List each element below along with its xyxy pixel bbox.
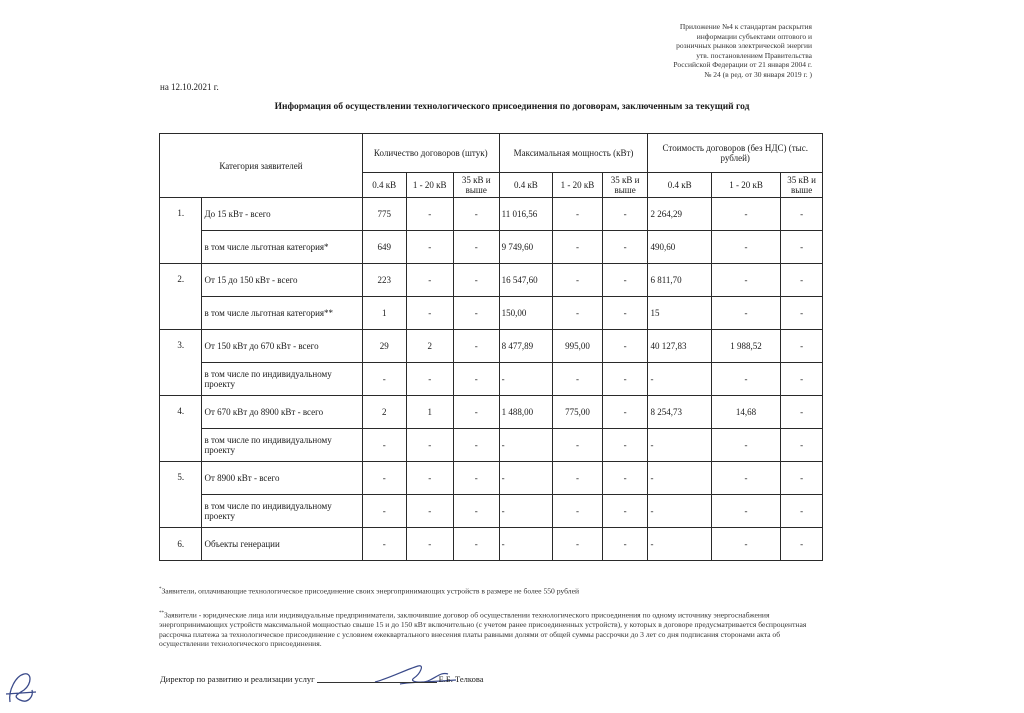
value-cell: - [781,495,823,528]
value-cell: 8 477,89 [499,330,553,363]
subcol-header: 1 - 20 кВ [553,173,603,198]
value-cell: - [406,528,453,561]
value-cell: 490,60 [648,231,711,264]
value-cell: - [602,396,648,429]
signer-name: Е.Б. Телкова [438,674,484,684]
table-row [160,330,823,363]
signature-line [317,682,437,683]
value-cell: 2 [362,396,406,429]
value-cell: - [602,462,648,495]
category-name: в том числе льготная категория* [202,231,362,264]
value-cell: - [553,462,603,495]
value-cell: - [781,198,823,231]
value-cell: - [602,429,648,462]
initials-mark [2,666,40,710]
appendix-line: № 24 (в ред. от 30 января 2019 г. ) [704,69,812,79]
value-cell: - [499,462,553,495]
value-cell: - [711,528,780,561]
subcol-header: 35 кВ и выше [602,173,648,198]
appendix-line: информации субъектами оптового и [696,31,812,41]
value-cell: - [499,528,553,561]
footnote-text: Заявители, оплачивающие технологическое присоединение своих энергопринимающих устройств в размере не более 550 рублей [161,586,580,596]
subcol-header: 0.4 кВ [499,173,553,198]
value-cell: - [453,264,499,297]
category-name: До 15 кВт - всего [202,198,362,231]
value-cell: - [553,363,603,396]
footnote-2 [159,609,809,649]
value-cell: - [711,264,780,297]
footnote-text: Заявители - юридические лица или индивидуальные предприниматели, заключившие договор об осуществлении технологического присоединения по одному источнику энергоснабжения энергопринимающих устройств максимальной мощностью свыше 15 и до 150 кВт включительно (с учетом ранее присоединенных устройств), у которых в договоре предусматривается беспроцентная рассрочка платежа за технологическое присоединение с условием ежеквартального внесения платы равными долями от общей суммы рассрочки до 3 лет со дня подписания сторонами акта об осуществлении технологического присоединения. [159,610,807,649]
row-number: 6. [160,528,202,561]
value-cell: 14,68 [711,396,780,429]
subcol-header: 1 - 20 кВ [711,173,780,198]
category-name: От 15 до 150 кВт - всего [202,264,362,297]
value-cell: - [648,495,711,528]
subcol-header: 1 - 20 кВ [406,173,453,198]
value-cell: - [711,429,780,462]
report-date: на 12.10.2021 г. [160,82,219,92]
value-cell: - [781,429,823,462]
category-name: От 150 кВт до 670 кВт - всего [202,330,362,363]
value-cell: - [602,495,648,528]
value-cell: - [553,429,603,462]
subcol-header: 35 кВ и выше [453,173,499,198]
value-cell: 40 127,83 [648,330,711,363]
value-cell: - [406,462,453,495]
value-cell: 1 [362,297,406,330]
value-cell: - [553,495,603,528]
value-cell: - [602,528,648,561]
value-cell: - [553,231,603,264]
value-cell: 1 [406,396,453,429]
value-cell: - [648,429,711,462]
value-cell: - [602,231,648,264]
table-row [160,297,823,330]
appendix-line: Приложение №4 к стандартам раскрытия [679,22,812,31]
document-title: Информация об осуществлении технологического присоединения по договорам, заключенным за текущий год [274,102,750,112]
footnote-1 [159,585,809,596]
value-cell: - [453,330,499,363]
table-row [160,198,823,231]
table-row [160,429,823,462]
value-cell: - [453,495,499,528]
value-cell: - [406,495,453,528]
appendix-line: утв. постановлением Правительства [696,50,812,60]
value-cell: - [602,330,648,363]
category-name: в том числе по индивидуальному проекту [202,429,362,462]
value-cell: - [406,198,453,231]
connection-table [159,133,823,561]
value-cell: 1 988,52 [711,330,780,363]
value-cell: - [781,462,823,495]
appendix-line: розничных рынков электрической энергии [676,41,812,51]
value-cell: - [648,462,711,495]
value-cell: - [453,528,499,561]
value-cell: 223 [362,264,406,297]
value-cell: - [453,297,499,330]
value-cell: - [648,528,711,561]
value-cell: - [602,297,648,330]
value-cell: - [553,297,603,330]
value-cell: - [602,363,648,396]
value-cell: - [362,495,406,528]
value-cell: - [648,363,711,396]
value-cell: - [602,264,648,297]
value-cell: - [453,198,499,231]
footnote-mark: * [159,587,162,592]
value-cell: - [499,429,553,462]
category-name: От 8900 кВт - всего [202,462,362,495]
table-row [160,264,823,297]
value-cell: - [711,297,780,330]
table-row [160,528,823,561]
table-row [160,231,823,264]
value-cell: 9 749,60 [499,231,553,264]
value-cell: - [781,330,823,363]
value-cell: 995,00 [553,330,603,363]
value-cell: - [781,264,823,297]
row-number: 1. [160,198,202,264]
group-header-count: Количество договоров (штук) [362,134,499,173]
value-cell: - [406,363,453,396]
value-cell: - [499,495,553,528]
signature-block [160,674,484,684]
value-cell: 15 [648,297,711,330]
category-name: в том числе по индивидуальному проекту [202,495,362,528]
subcol-header: 35 кВ и выше [781,173,823,198]
value-cell: - [362,528,406,561]
value-cell: - [453,429,499,462]
group-header-power: Максимальная мощность (кВт) [499,134,648,173]
value-cell: - [406,264,453,297]
row-number: 4. [160,396,202,462]
category-header: Категория заявителей [160,134,363,198]
value-cell: 2 264,29 [648,198,711,231]
value-cell: 775,00 [553,396,603,429]
value-cell: 6 811,70 [648,264,711,297]
value-cell: - [781,396,823,429]
group-header-cost: Стоимость договоров (без НДС) (тыс. рублей) [648,134,823,173]
table-row [160,396,823,429]
value-cell: - [711,198,780,231]
category-name: От 670 кВт до 8900 кВт - всего [202,396,362,429]
value-cell: 11 016,56 [499,198,553,231]
appendix-note [612,22,812,80]
value-cell: - [553,264,603,297]
footnotes [159,585,809,649]
value-cell: - [711,231,780,264]
table-row [160,363,823,396]
value-cell: - [553,528,603,561]
value-cell: 29 [362,330,406,363]
value-cell: - [553,198,603,231]
category-name: в том числе льготная категория** [202,297,362,330]
value-cell: 649 [362,231,406,264]
subcol-header: 0.4 кВ [648,173,711,198]
value-cell: - [499,363,553,396]
value-cell: - [781,297,823,330]
value-cell: - [711,495,780,528]
footnote-mark: ** [159,611,164,617]
category-name: в том числе по индивидуальному проекту [202,363,362,396]
value-cell: - [406,297,453,330]
table-row [160,462,823,495]
value-cell: 1 488,00 [499,396,553,429]
value-cell: 8 254,73 [648,396,711,429]
value-cell: - [453,363,499,396]
value-cell: - [453,231,499,264]
category-name: Объекты генерации [202,528,362,561]
subcol-header: 0.4 кВ [362,173,406,198]
value-cell: - [406,231,453,264]
value-cell: - [781,363,823,396]
value-cell: - [781,528,823,561]
value-cell: - [453,462,499,495]
value-cell: - [711,363,780,396]
row-number: 2. [160,264,202,330]
value-cell: - [362,363,406,396]
value-cell: 150,00 [499,297,553,330]
row-number: 3. [160,330,202,396]
table-body [160,198,823,561]
value-cell: - [711,462,780,495]
value-cell: 16 547,60 [499,264,553,297]
value-cell: - [406,429,453,462]
signer-position: Директор по развитию и реализации услуг [160,674,315,684]
value-cell: - [362,429,406,462]
table-row [160,495,823,528]
value-cell: 2 [406,330,453,363]
value-cell: - [602,198,648,231]
appendix-line: Российской Федерации от 21 января 2004 г. [673,60,812,70]
value-cell: 775 [362,198,406,231]
value-cell: - [453,396,499,429]
value-cell: - [781,231,823,264]
value-cell: - [362,462,406,495]
row-number: 5. [160,462,202,528]
